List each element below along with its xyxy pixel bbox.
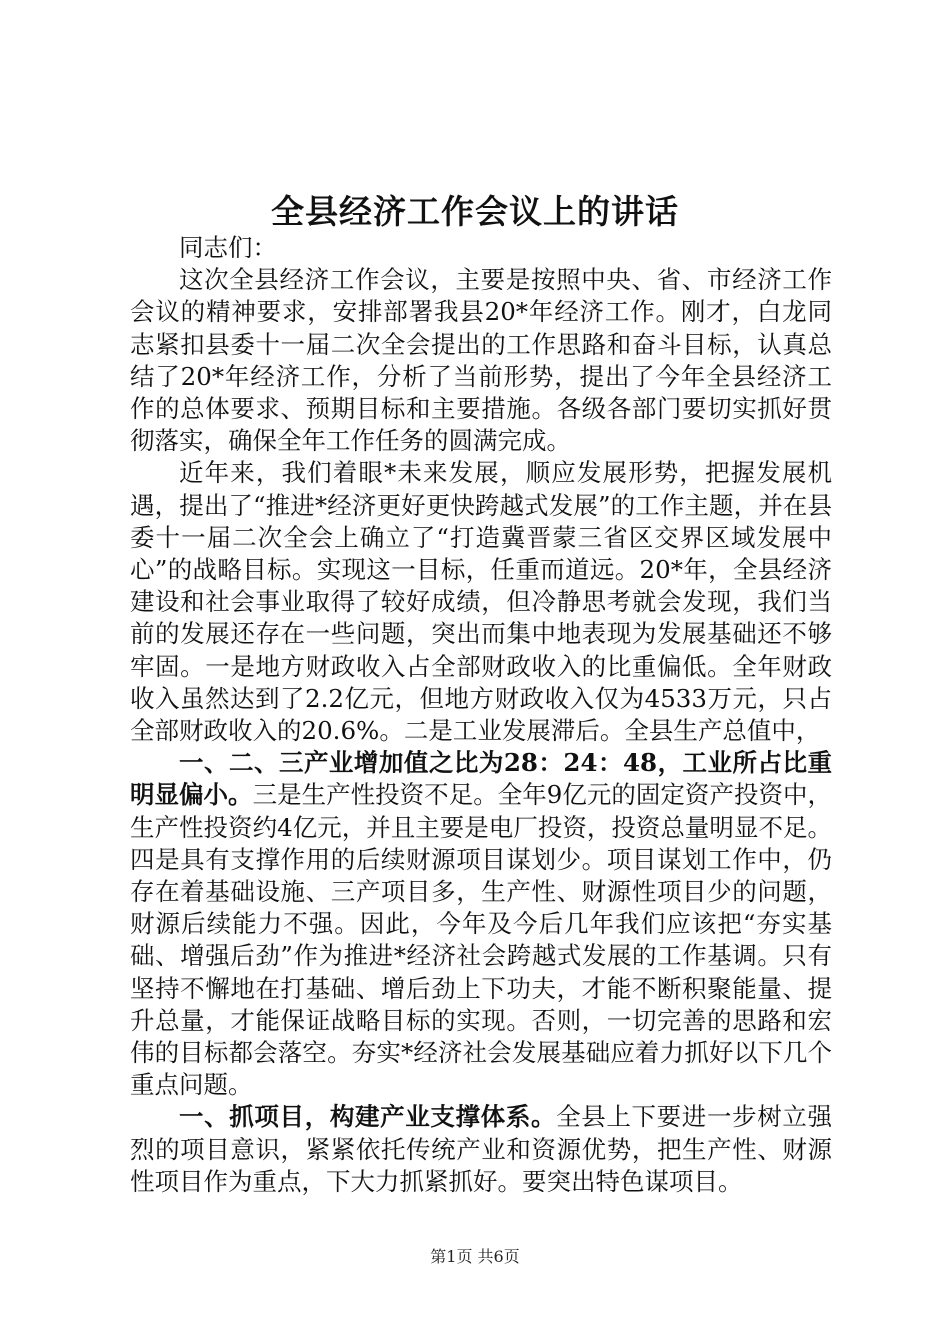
paragraph-3-text: 三是生产性投资不足。全年9亿元的固定资产投资中，生产性投资约4亿元，并且主要是电厂投资，投资总量明显不足。四是具有支撑作用的后续财源项目谋划少。项目谋划工作中，仍存在着基础设施、三产项目多，生产性、财源性项目少的问题，财源后续能力不强。因此，今年及今后几年我们应该把“夯实基础、增强后劲”作为推进*经济社会跨越式发展的工作基调。只有坚持不懈地在打基础、增后劲上下功夫，才能不断积聚能量、提升总量，才能保证战略目标的实现。否则，一切完善的思路和宏伟的目标都会落空。夯实*经济社会发展基础应着力抓好以下几个重点问题。 [130, 780, 832, 1100]
paragraph-1 [130, 264, 832, 457]
page-footer: 第1页 共6页 [430, 1247, 520, 1266]
salutation: 同志们： [179, 233, 277, 262]
paragraph-3 [130, 747, 832, 1101]
paragraph-2-text: 近年来，我们着眼*未来发展，顺应发展形势，把握发展机遇，提出了“推进*经济更好更快跨越式发展”的工作主题，并在县委十一届二次全会上确立了“打造冀晋蒙三省区交界区域发展中心”的战略目标。实现这一目标，任重而道远。20*年，全县经济建设和社会事业取得了较好成绩，但冷静思考就会发现，我们当前的发展还存在一些问题，突出而集中地表现为发展基础还不够牢固。一是地方财政收入占全部财政收入的比重偏低。全年财政收入虽然达到了2.2亿元，但地方财政收入仅为4533万元，只占全部财政收入的20.6%。二是工业发展滞后。全县生产总值中， [130, 458, 832, 746]
document-title: 全县经济工作会议上的讲话 [271, 192, 679, 231]
document-body [130, 232, 832, 1198]
paragraph-4-lead: 一、抓项目，构建产业支撑体系。 [179, 1102, 557, 1132]
paragraph-1-text: 这次全县经济工作会议，主要是按照中央、省、市经济工作会议的精神要求，安排部署我县20*年经济工作。刚才，白龙同志紧扣县委十一届二次全会提出的工作思路和奋斗目标，认真总结了20*年经济工作，分析了当前形势，提出了今年全县经济工作的总体要求、预期目标和主要措施。各级各部门要切实抓好贯彻落实，确保全年工作任务的圆满完成。 [130, 265, 832, 456]
paragraph-4-text: 全县上下要进一步树立强烈的项目意识，紧紧依托传统产业和资源优势，把生产性、财源性项目作为重点，下大力抓紧抓好。要突出特色谋项目。 [130, 1102, 833, 1196]
paragraph-2 [130, 457, 832, 747]
paragraph-4 [130, 1101, 832, 1198]
paragraph-3-lead: 一、二、三产业增加值之比为28：24：48，工业所占比重明显偏小。 [130, 748, 832, 810]
